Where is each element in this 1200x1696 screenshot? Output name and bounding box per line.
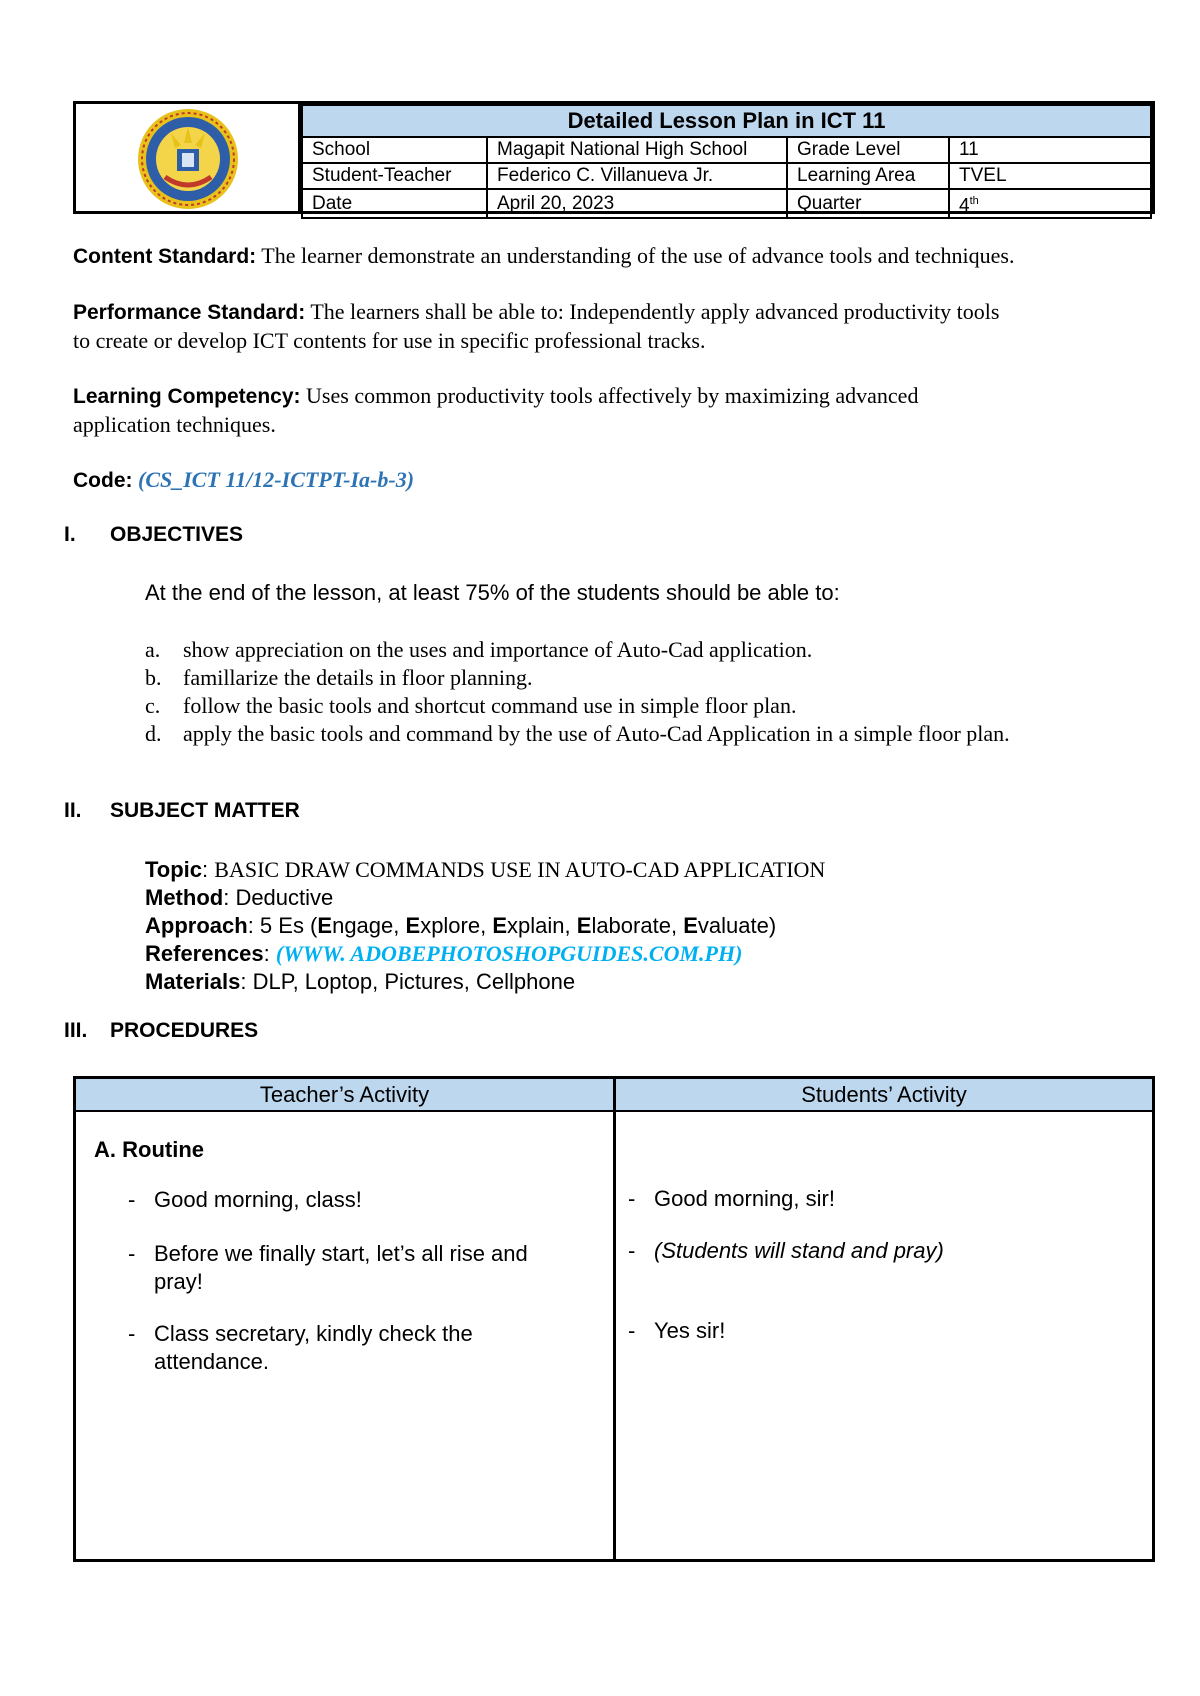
approach-initial: E [576, 913, 592, 938]
approach-initial: E [683, 913, 698, 938]
content-standard-label: Content Standard: [73, 245, 257, 268]
school-seal-logo [121, 107, 255, 211]
student-teacher-value: Federico C. Villanueva Jr. [487, 163, 787, 189]
list-item [145, 720, 1010, 748]
dash-bullet: - [628, 1318, 636, 1343]
approach-word: laborate [591, 913, 671, 938]
objective-letter: c. [145, 693, 161, 718]
objective-text: apply the basic tools and command by the use of Auto-Cad Application in a simple floor plan. [183, 721, 1010, 746]
quarter-number: 4 [959, 195, 970, 217]
dash-bullet: - [628, 1238, 636, 1263]
materials-value: DLP, Loptop, Pictures, Cellphone [252, 969, 576, 994]
quarter-label: Quarter [787, 189, 949, 218]
header-row-school [302, 137, 1151, 163]
dash-bullet: - [628, 1186, 636, 1211]
lesson-plan-header [73, 101, 1155, 217]
subject-matter-number: II. [64, 799, 82, 822]
student-activity-text: (Students will stand and pray) [654, 1238, 944, 1263]
approach-line: Approach: 5 Es (Engage, Explore, Explain, Elaborate, Evaluate) [145, 913, 777, 938]
references-label: References [145, 941, 264, 966]
teacher-activity-item [128, 1320, 578, 1376]
materials-line: Materials: DLP, Loptop, Pictures, Cellphone [145, 969, 576, 994]
header-row-teacher [302, 163, 1151, 189]
objective-text: show appreciation on the uses and importance of Auto-Cad application. [183, 637, 813, 662]
objective-text: famillarize the details in floor planning. [183, 665, 533, 690]
objectives-heading [64, 523, 243, 547]
approach-initial: E [492, 913, 508, 938]
student-teacher-label: Student-Teacher [302, 163, 487, 189]
code-value: (CS_ICT 11/12-ICTPT-Ia-b-3) [138, 467, 415, 492]
topic-line: Topic: BASIC DRAW COMMANDS USE IN AUTO-CAD APPLICATION [145, 857, 826, 882]
header-info-table [301, 104, 1152, 219]
approach-initial: E [405, 913, 421, 938]
procedures-heading [64, 1019, 258, 1043]
logo-cell [76, 104, 301, 211]
dash-bullet: - [128, 1321, 136, 1346]
plan-title: Detailed Lesson Plan in ICT 11 [302, 105, 1151, 137]
teacher-activity-item [128, 1240, 578, 1296]
approach-word: xplain [507, 913, 565, 938]
learning-competency-text-2: application techniques. [73, 412, 276, 437]
school-label: School [302, 137, 487, 163]
content-standard [73, 242, 1133, 271]
list-item [145, 636, 1010, 664]
subject-matter-title: SUBJECT MATTER [110, 799, 300, 822]
date-value: April 20, 2023 [487, 189, 787, 218]
column-divider [613, 1079, 616, 1559]
materials-label: Materials [145, 969, 241, 994]
objectives-title: OBJECTIVES [110, 523, 244, 546]
teacher-activity-text: Good morning, class! [154, 1187, 362, 1212]
performance-standard-text-2: to create or develop ICT contents for use in specific professional tracks. [73, 328, 706, 353]
list-item [145, 692, 1010, 720]
method-label: Method [145, 885, 224, 910]
student-activity-text: Yes sir! [654, 1318, 726, 1343]
subject-matter-heading [64, 799, 300, 823]
list-item [145, 664, 1010, 692]
teacher-activity-item [128, 1186, 578, 1214]
student-activity-text: Good morning, sir! [654, 1186, 835, 1211]
learning-area-label: Learning Area [787, 163, 949, 189]
student-activity-item [628, 1317, 1108, 1345]
routine-heading: A. Routine [94, 1137, 204, 1162]
quarter-value [949, 189, 1151, 218]
approach-prefix: 5 Es ( [259, 913, 318, 938]
topic-value: BASIC DRAW COMMANDS USE IN AUTO-CAD APPLICATION [214, 857, 826, 882]
approach-label: Approach [145, 913, 248, 938]
header-info [301, 104, 1152, 219]
content-standard-text: The learner demonstrate an understanding of the use of advance tools and techniques. [261, 243, 1015, 268]
procedures-table [73, 1076, 1155, 1562]
method-value: Deductive [235, 885, 334, 910]
teacher-activity-header: Teacher’s Activity [259, 1082, 430, 1107]
competency-code [73, 466, 1133, 495]
method-line: Method: Deductive [145, 885, 334, 910]
teacher-activity-text: Before we finally start, let’s all rise and pray! [154, 1241, 528, 1294]
performance-standard [73, 298, 1133, 355]
approach-word: ngage [332, 913, 394, 938]
student-activity-item [628, 1185, 1108, 1213]
teacher-activity-text: Class secretary, kindly check the attendance. [154, 1321, 473, 1374]
performance-standard-text-1: The learners shall be able to: Independently apply advanced productivity tools [310, 299, 1000, 324]
students-activity-header: Students’ Activity [801, 1082, 967, 1107]
learning-competency [73, 382, 1133, 439]
objectives-intro: At the end of the lesson, at least 75% of the students should be able to: [145, 580, 840, 605]
learning-competency-label: Learning Competency: [73, 385, 301, 408]
objective-letter: b. [145, 665, 162, 690]
approach-initial: E [317, 913, 333, 938]
references-link[interactable]: (WWW. ADOBEPHOTOSHOPGUIDES.COM.PH) [275, 941, 743, 966]
objective-text: follow the basic tools and shortcut command use in simple floor plan. [183, 693, 797, 718]
date-label: Date [302, 189, 487, 218]
objective-letter: a. [145, 637, 161, 662]
school-value: Magapit National High School [487, 137, 787, 163]
code-label: Code: [73, 469, 133, 492]
grade-level-label: Grade Level [787, 137, 949, 163]
learning-competency-text-1: Uses common productivity tools affectively by maximizing advanced [306, 383, 919, 408]
header-row-date [302, 189, 1151, 218]
performance-standard-label: Performance Standard: [73, 301, 306, 324]
procedures-number: III. [64, 1019, 88, 1042]
subject-matter-details [145, 856, 825, 996]
dash-bullet: - [128, 1187, 136, 1212]
approach-word: xplore [420, 913, 481, 938]
quarter-suffix: th [969, 195, 979, 207]
procedures-title: PROCEDURES [110, 1019, 259, 1042]
objective-letter: d. [145, 721, 162, 746]
topic-label: Topic [145, 857, 203, 882]
references-line: References: (WWW. ADOBEPHOTOSHOPGUIDES.COM.PH) [145, 941, 743, 966]
approach-word: valuate [697, 913, 769, 938]
learning-area-value: TVEL [949, 163, 1151, 189]
student-activity-item [628, 1237, 1108, 1265]
objectives-number: I. [64, 523, 76, 546]
objectives-list [145, 636, 1010, 748]
dash-bullet: - [128, 1241, 136, 1266]
approach-suffix: ) [768, 913, 777, 938]
grade-level-value: 11 [949, 137, 1151, 163]
